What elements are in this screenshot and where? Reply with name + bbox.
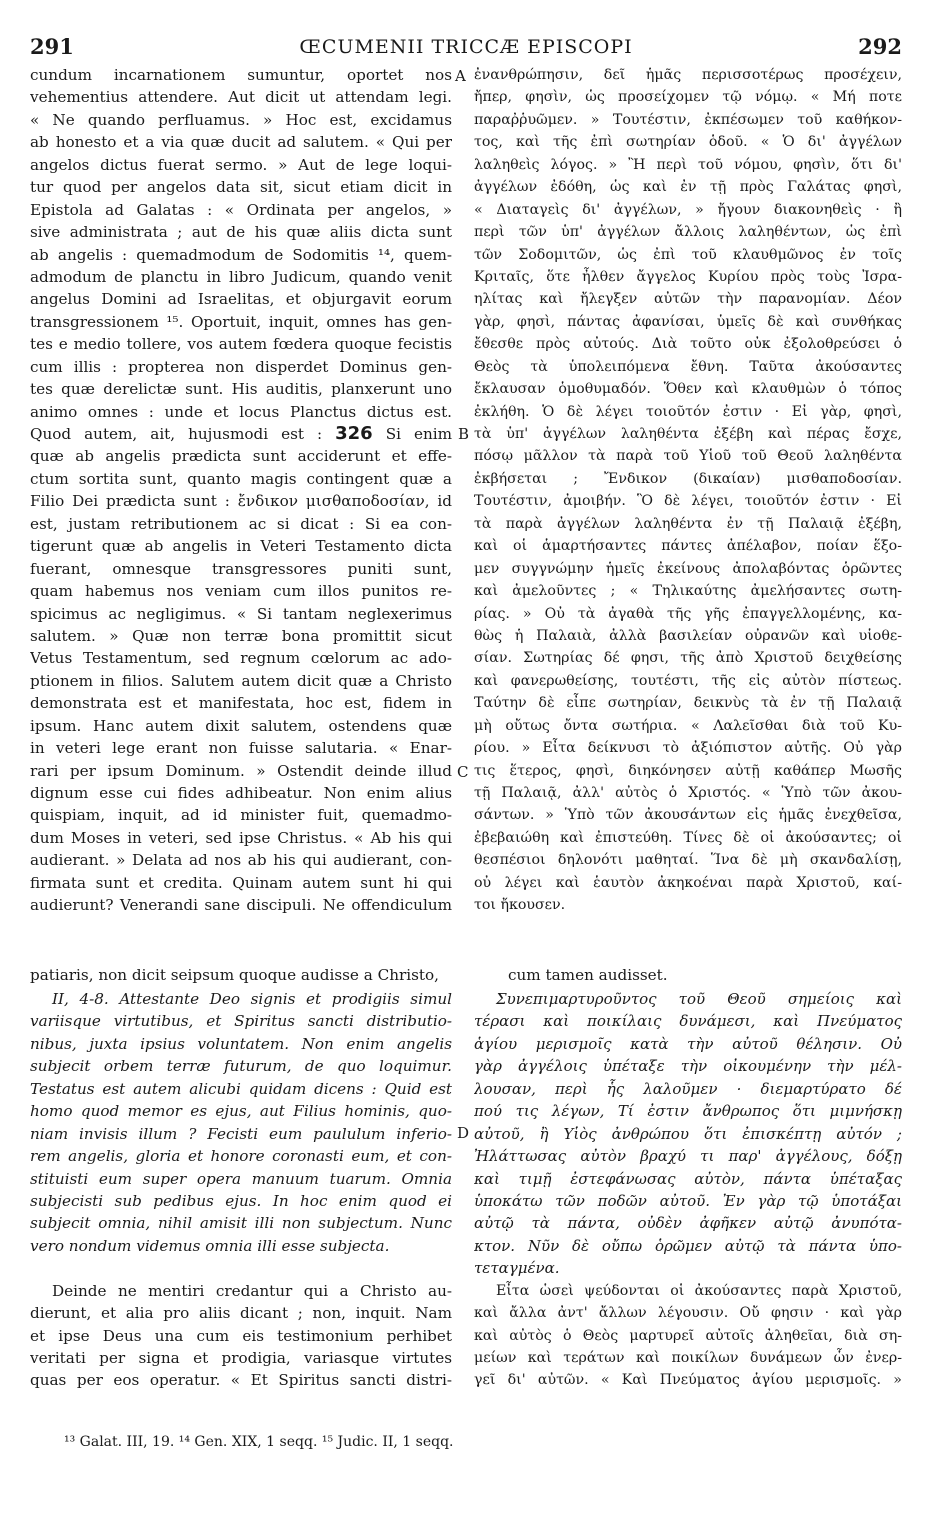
margin-letter-a: A bbox=[455, 67, 466, 85]
text-line: nibus, juxta ipsius voluntatem. Non enim angelis bbox=[30, 1034, 452, 1053]
text-line: cundum incarnationem sumuntur, oportet nos bbox=[30, 66, 452, 84]
text-line: cum illis : propterea non disperdet Dominus gen- bbox=[30, 357, 452, 376]
text-line: audierunt? Venerandi sane discipuli. Ne offendiculum bbox=[30, 896, 452, 915]
text-line: καὶ αὐτὸς ὁ Θεὸς μαρτυρεῖ αὐτοῖς ἀληθεῖαι, διὰ ση- bbox=[474, 1327, 902, 1344]
greek-column-top bbox=[474, 64, 902, 917]
text-line: μὴ οὔτως ὄντα σωτήρια. « Λαλεῖσθαι διὰ τοῦ Κυ- bbox=[474, 717, 902, 734]
text-line: τεταγμένα. bbox=[474, 1259, 560, 1278]
text-line: angelus Domini ad Israelitas, et objurgavit eorum bbox=[30, 290, 452, 309]
text-line: Vetus Testamentum, sed regnum cœlorum ac ado- bbox=[30, 649, 452, 668]
text-line: tur quod per angelos data sit, sicut etiam dicit in bbox=[30, 178, 452, 197]
text-line: ρίας. » Οὐ τὰ ἀγαθὰ τῆς γῆς ἐπαγγελλομένης, κα- bbox=[474, 605, 902, 622]
latin-column-bottom bbox=[30, 988, 452, 1392]
text-line: firmata sunt et credita. Quinam autem sunt hi qui bbox=[30, 873, 452, 892]
text-line: πόσῳ μᾶλλον τὰ παρὰ τοῦ Υἱοῦ τοῦ Θεοῦ λαληθέντα bbox=[474, 448, 902, 465]
text-line bbox=[30, 423, 452, 445]
column-number: 326 bbox=[335, 423, 373, 444]
text-line: καὶ φανερωθείσης, τουτέστι, τῆς εἰς αὐτὸν πίστεως. bbox=[474, 672, 902, 689]
text-line: Testatus est autem alicubi quidam dicens : Quid est bbox=[30, 1079, 452, 1098]
text-line: subjecit omnia, nihil amisit illi non subjectum. Nunc bbox=[30, 1214, 452, 1233]
text-line: ἔθεσθε πρὸς αὐτούς. Διὰ τοῦτο οὐκ ἐξολοθρεύσει ὁ bbox=[474, 336, 902, 353]
text-line: homo quod memor es ejus, aut Filius hominis, quo- bbox=[30, 1102, 452, 1121]
text-line: Θεὸς τὰ ὑπολειπόμενα ἔθνη. Ταῦτα ἀκούσαντες bbox=[474, 358, 902, 375]
text-line: ἔκλαυσαν ὁμοθυμαδόν. Ὅθεν καὶ κλαυθμὼν ὁ τόπος bbox=[474, 381, 902, 398]
text-line: admodum de planctu in libro Judicum, quando venit bbox=[30, 267, 452, 286]
page-number-right: 292 bbox=[858, 34, 902, 59]
full-width-line bbox=[30, 964, 902, 986]
full-width-line-left: patiaris, non dicit seipsum quoque audisse a Christo, bbox=[30, 966, 439, 984]
text-line: παραῤῥυῶμεν. » Τουτέστιν, ἐκπέσωμεν τοῦ καθήκον- bbox=[474, 111, 902, 128]
text-fragment: Si enim bbox=[372, 425, 452, 443]
text-line: τος, καὶ τῆς ἐπὶ σωτηρίαν ὁδοῦ. « Ὁ δι' ἀγγέλων bbox=[474, 134, 902, 151]
text-fragment: Quod autem, ait, hujusmodi est : bbox=[30, 425, 336, 443]
text-line: τὰ παρὰ ἀγγέλων λαληθέντα ἐν τῇ Παλαιᾷ ἐξέβη, bbox=[474, 515, 902, 532]
text-line: λουσαν, περὶ ἧς λαλοῦμεν · διεμαρτύρατο δέ bbox=[474, 1079, 902, 1098]
greek-column-bottom bbox=[474, 988, 902, 1392]
text-line: τῶν Σοδομιτῶν, ὡς ἐπὶ τοῦ κλαυθμῶνος ἐν τοῖς bbox=[474, 246, 902, 263]
text-line: in veteri lege erant non fuisse salutaria. « Enar- bbox=[30, 739, 452, 758]
text-line: Filio Dei prædicta sunt : ἔνδικον μισθαποδοσίαν, id bbox=[30, 492, 452, 511]
text-line: πού τις λέγων, Τί ἐστιν ἄνθρωπος ὅτι μιμνήσκῃ bbox=[474, 1102, 902, 1121]
text-line: τοι ἤκουσεν. bbox=[474, 897, 566, 914]
text-line: tes quæ derelictæ sunt. His auditis, planxerunt uno bbox=[30, 380, 452, 399]
text-line: ηλίτας καὶ ἤλεγξεν αὐτῶν τὴν παρανομίαν. Δέον bbox=[474, 291, 902, 308]
text-line: ρίου. » Εἶτα δείκνυσι τὸ ἀξιόπιστον αὐτῆς. Οὐ γὰρ bbox=[474, 740, 902, 757]
text-line: subjecisti sub pedibus ejus. In hoc enim quod ei bbox=[30, 1191, 452, 1210]
text-line: μεν συγγνώμην ἡμεῖς ἐκείνους ἀπολαβόντας ὁρῶντες bbox=[474, 560, 902, 577]
text-line: τὰ ὑπ' ἀγγέλων λαληθέντα ἐξέβη καὶ πέρας ἔσχε, bbox=[474, 426, 902, 442]
text-line: demonstrata est et manifestata, hoc est, fidem in bbox=[30, 694, 452, 713]
text-line: καὶ ἄλλα ἀντ' ἄλλων λέγουσιν. Οὔ φησιν · καὶ γὰρ bbox=[474, 1305, 902, 1322]
text-line: ἁγίου μερισμοῖς κατὰ τὴν αὐτοῦ θέλησιν. Οὐ bbox=[474, 1034, 902, 1053]
text-line: animo omnes : unde et locus Planctus dictus est. bbox=[30, 402, 452, 421]
text-line: est, justam retributionem ac si dicat : Si ea con- bbox=[30, 514, 452, 533]
text-line: dum Moses in veteri, sed ipse Christus. « Ab his qui bbox=[30, 828, 452, 847]
text-line: γεῖ δι' αὐτῶν. « Καὶ Πνεύματος ἁγίου μερισμοῖς. » bbox=[474, 1372, 902, 1389]
full-width-line-right: cum tamen audisset. bbox=[508, 966, 668, 984]
text-line: καὶ οἱ ἁμαρτήσαντες πάντες ἀπέλαβον, ποίαν ἕξο- bbox=[474, 538, 902, 555]
text-line: Deinde ne mentiri credantur qui a Christo au- bbox=[52, 1281, 452, 1300]
text-line: II, 4-8. Attestante Deo signis et prodigiis simul bbox=[52, 990, 452, 1008]
page-header bbox=[30, 34, 902, 64]
text-line: audierant. » Delata ad nos ab his qui audierant, con- bbox=[30, 851, 452, 870]
text-line: Epistola ad Galatas : « Ordinata per angelos, » bbox=[30, 200, 452, 219]
text-line: dignum esse cui fides adhibeatur. Non enim alius bbox=[30, 784, 452, 802]
text-line: ἤπερ, φησὶν, ὡς προσείχομεν τῷ νόμῳ. « Μή ποτε bbox=[474, 89, 902, 106]
text-line: vero nondum videmus omnia illi esse subjecta. bbox=[30, 1236, 390, 1255]
page-number-left: 291 bbox=[30, 34, 74, 59]
text-line: τέρασι καὶ ποικίλαις δυνάμεσι, καὶ Πνεύματος bbox=[474, 1012, 902, 1031]
text-line: salutem. » Quæ non terræ bona promittit sicut bbox=[30, 626, 452, 645]
text-line: γὰρ ἀγγέλοις ὑπέταξε τὴν οἰκουμένην τὴν μέλ- bbox=[474, 1057, 902, 1076]
text-line: θεσπέσιοι δηλονότι μαθηταί. Ἵνα δὲ μὴ σκανδαλίσῃ, bbox=[474, 852, 902, 869]
text-line: rem angelis, gloria et honore coronasti eum, et con- bbox=[30, 1147, 452, 1166]
text-line: ctum sortita sunt, quanto magis contingent quæ a bbox=[30, 469, 452, 488]
text-line: λαληθεὶς λόγος. » Ἢ περὶ τοῦ νόμου, φησὶν, ὅτι δι' bbox=[474, 156, 902, 173]
text-line: et ipse Deus una cum eis testimonium perhibet bbox=[30, 1326, 452, 1345]
margin-letter-d: D bbox=[457, 1124, 470, 1142]
text-line: niam invisis illum ? Fecisti eum paululum inferio- bbox=[30, 1124, 452, 1143]
text-line: Ταύτην δὲ εἶπε σωτηρίαν, δεικνὺς τὰ ἐν τῇ Παλαιᾷ bbox=[474, 695, 902, 712]
footnotes: ¹³ Galat. III, 19. ¹⁴ Gen. XIX, 1 seqq. ¹⁵ Judic. II, 1 seqq. bbox=[64, 1434, 454, 1450]
text-line: ptionem in filios. Salutem autem dicit quæ a Christo bbox=[30, 671, 452, 690]
text-line: dierunt, et alia pro aliis dicant ; non, inquit. Nam bbox=[30, 1304, 452, 1323]
text-line: αὐτοῦ, ἢ Υἱὸς ἀνθρώπου ὅτι ἐπισκέπτῃ αὐτόν ; bbox=[474, 1124, 902, 1143]
text-line: οὐ λέγει καὶ ἑαυτὸν ἀκηκοέναι παρὰ Χριστοῦ, καί- bbox=[474, 874, 902, 891]
latin-column-top bbox=[30, 64, 452, 917]
text-line: quispiam, inquit, ad id minister fuit, quemadmo- bbox=[30, 806, 452, 825]
text-line: γὰρ, φησὶ, πάντας ἀφανίσαι, ὑμεῖς δὲ καὶ συνθήκας bbox=[474, 313, 902, 330]
text-line: περὶ τῶν ὑπ' ἀγγέλων ἄλλοις λαληθέντων, ὡς ἐπὶ bbox=[474, 224, 902, 241]
text-line: ἐνανθρώπησιν, δεῖ ἡμᾶς περισσοτέρως προσέχειν, bbox=[474, 67, 902, 83]
text-line: ipsum. Hanc autem dixit salutem, ostendens quæ bbox=[30, 716, 452, 735]
text-line: ἐκβήσεται ; Ἔνδικον (δικαίαν) μισθαποδοσίαν. bbox=[474, 470, 902, 487]
text-line: μείων καὶ τεράτων καὶ ποικίλων δυνάμεων ὧν ἐνερ- bbox=[474, 1350, 902, 1366]
text-line: « Ne quando perfluamus. » Hoc est, excidamus bbox=[30, 110, 452, 129]
text-line bbox=[30, 1257, 452, 1279]
text-line: vehementius attendere. Aut dicit ut attendam legi. bbox=[30, 88, 452, 107]
text-line: ab angelis : quemadmodum de Sodomitis ¹⁴, quem- bbox=[30, 245, 452, 264]
running-title: ŒCUMENII TRICCÆ EPISCOPI bbox=[299, 36, 633, 58]
text-line: tigerunt quæ ab angelis in Veteri Testamento dicta bbox=[30, 537, 452, 556]
text-line: καὶ τιμῇ ἐστεφάνωσας αὐτὸν, πάντα ὑπέταξας bbox=[474, 1169, 902, 1188]
text-line: ἀγγέλων ἐδόθη, ὡς καὶ ἐν τῇ πρὸς Γαλάτας φησὶ, bbox=[474, 179, 902, 196]
text-line: κτον. Νῦν δὲ οὔπω ὁρῶμεν αὐτῷ τὰ πάντα ὑπο- bbox=[474, 1236, 902, 1255]
text-line: fuerant, omnesque transgressores puniti sunt, bbox=[30, 559, 452, 578]
text-line: quam habemus nos veniam cum illos punitos re- bbox=[30, 582, 452, 601]
text-line: angelos dictus fuerat sermo. » Aut de lege loqui- bbox=[30, 155, 452, 174]
text-line: variisque virtutibus, et Spiritus sancti distributio- bbox=[30, 1012, 452, 1031]
margin-letter-c: C bbox=[457, 763, 469, 781]
text-line: Συνεπιμαρτυροῦντος τοῦ Θεοῦ σημείοις καὶ bbox=[496, 990, 902, 1008]
text-line: σίαν. Σωτηρίας δέ φησι, τῆς ἀπὸ Χριστοῦ δειχθείσης bbox=[474, 650, 902, 667]
text-line: Εἶτα ὡσεὶ ψεύδονται οἱ ἀκούσαντες παρὰ Χριστοῦ, bbox=[496, 1282, 902, 1299]
text-line: τῇ Παλαιᾷ, ἀλλ' αὐτὸς ὁ Χριστός. « Ὑπὸ τῶν ἀκου- bbox=[474, 785, 902, 801]
text-line: quæ ab angelis prædicta sunt acciderunt et effe- bbox=[30, 447, 452, 466]
text-line: ὑποκάτω τῶν ποδῶν αὐτοῦ. Ἐν γὰρ τῷ ὑποτάξαι bbox=[474, 1191, 902, 1210]
margin-letter-b: B bbox=[458, 425, 470, 443]
text-line: spicimus ac negligimus. « Si tantam neglexerimus bbox=[30, 604, 452, 623]
text-line: transgressionem ¹⁵. Oportuit, inquit, omnes has gen- bbox=[30, 312, 452, 331]
text-line: veritati per signa et prodigia, variasque virtutes bbox=[30, 1349, 452, 1367]
text-line: « Διαταγεὶς δι' ἀγγέλων, » ἤγουν διακονηθεὶς · ἢ bbox=[474, 201, 902, 218]
text-line: sive administrata ; aut de his quæ aliis dicta sunt bbox=[30, 223, 452, 242]
text-line: αὐτῷ τὰ πάντα, οὐδὲν ἀφῆκεν αὐτῷ ἀνυπότα- bbox=[474, 1214, 902, 1233]
text-line: rari per ipsum Dominum. » Ostendit deinde illud bbox=[30, 761, 452, 780]
text-line: σάντων. » Ὑπὸ τῶν ἀκουσάντων εἰς ἡμᾶς ἐνεχθεῖσα, bbox=[474, 807, 902, 824]
text-line: quas per eos operatur. « Et Spiritus sancti distri- bbox=[30, 1371, 452, 1390]
text-line: τις ἕτερος, φησὶ, διηκόνησεν αὐτῇ καθάπερ Μωσῆς bbox=[474, 762, 902, 779]
text-line: καὶ ἀμελοῦντες ; « Τηλικαύτης ἀμελήσαντες σωτη- bbox=[474, 583, 902, 600]
text-line: subjecit orbem terræ futurum, de quo loquimur. bbox=[30, 1057, 452, 1076]
text-line: Τουτέστιν, ἀμοιβήν. Ὃ δὲ λέγει, τοιοῦτόν ἐστιν · Εἰ bbox=[474, 493, 902, 510]
text-line: ab honesto et a via quæ ducit ad salutem. « Qui per bbox=[30, 133, 452, 152]
text-line: stituisti eum super opera manuum tuarum. Omnia bbox=[30, 1169, 452, 1188]
text-line: ἐβεβαιώθη καὶ ἐπιστεύθη. Τίνες δὲ οἱ ἀκούσαντες; οἱ bbox=[474, 829, 902, 846]
text-line: Κριταῖς, ὅτε ἦλθεν ἄγγελος Κυρίου πρὸς τοὺς Ἰσρα- bbox=[474, 268, 902, 285]
text-line: tes e medio tollere, vos autem fœdera quoque fecistis bbox=[30, 335, 452, 354]
text-line: ἐκλήθη. Ὁ δὲ λέγει τοιοῦτόν ἐστιν · Εἰ γὰρ, φησὶ, bbox=[474, 403, 902, 420]
text-line: θὼς ἡ Παλαιὰ, ἀλλὰ βασιλείαν οὐρανῶν καὶ υἱοθε- bbox=[474, 627, 902, 644]
text-line: Ἠλάττωσας αὐτὸν βραχύ τι παρ' ἀγγέλους, δόξῃ bbox=[474, 1147, 902, 1166]
